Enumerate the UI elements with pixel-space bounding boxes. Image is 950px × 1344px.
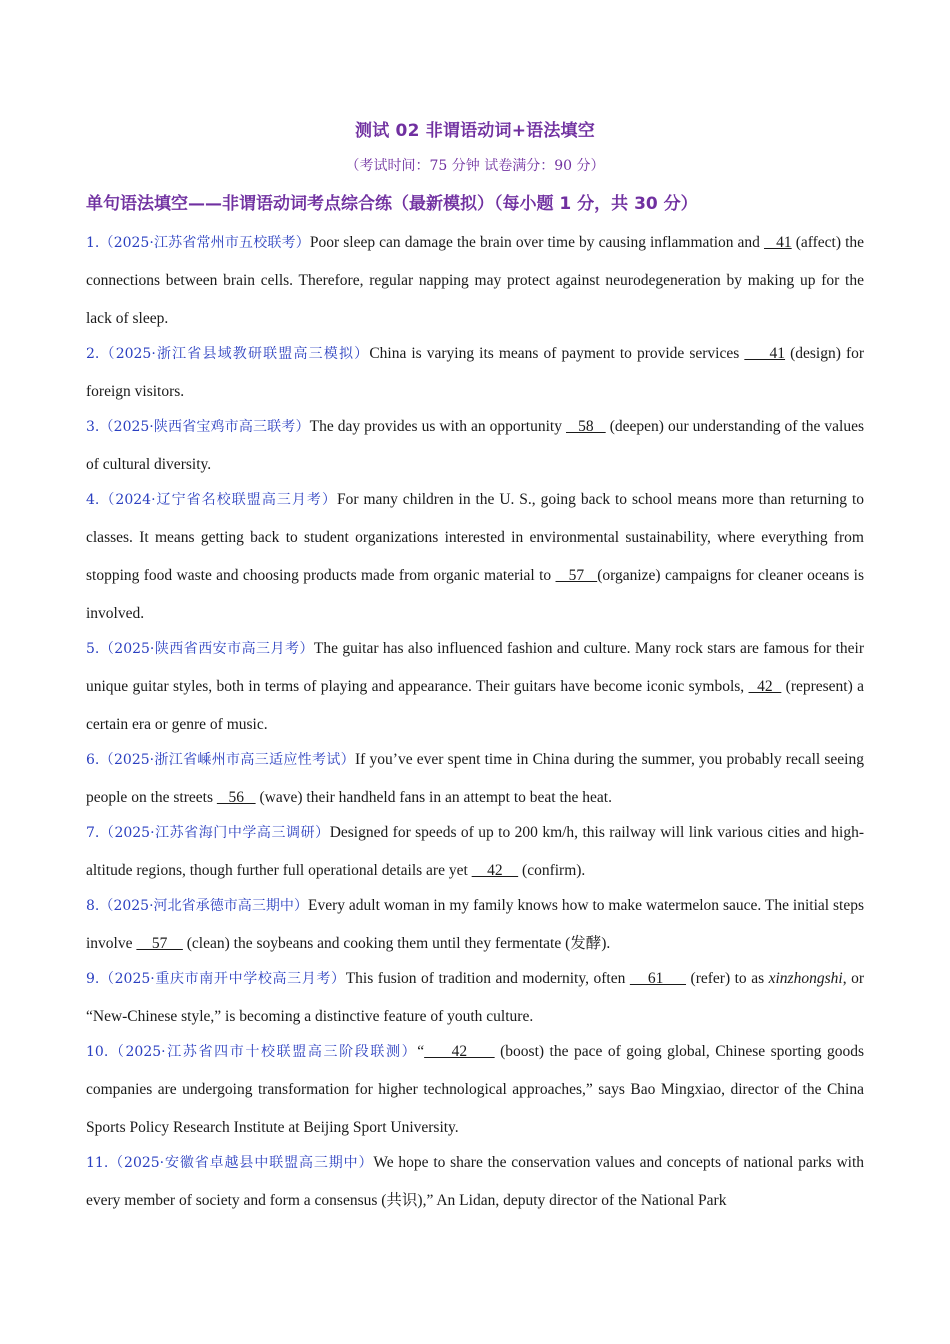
- question-item: [86, 481, 864, 633]
- question-item: [86, 408, 864, 484]
- italic-term: xinzhongshi: [768, 970, 843, 987]
- answer-blank: 57: [136, 935, 183, 952]
- question-item: [86, 335, 864, 411]
- question-source: 1.（2025·江苏省常州市五校联考）: [86, 235, 310, 251]
- answer-blank: 61: [629, 970, 687, 987]
- question-text: (boost) the pace of going global, Chinese sporting goods companies are undergoing transformation for higher technological approaches,” says Bao Mingxiao, director of the China Sports Policy Research Institute at Beijing Sport University.: [86, 1043, 864, 1136]
- question-item: [86, 224, 864, 338]
- question-text: , or “New-Chinese style,” is becoming a distinctive feature of youth culture.: [86, 970, 864, 1025]
- question-list: [86, 224, 864, 1217]
- question-source: 7.（2025·江苏省海门中学高三调研）: [86, 825, 330, 841]
- question-text: “: [417, 1043, 425, 1060]
- question-item: [86, 814, 864, 890]
- question-text: (clean) the soybeans and cooking them until they fermentate (发酵).: [182, 935, 611, 952]
- answer-blank: 58: [566, 418, 606, 435]
- question-source: 9.（2025·重庆市南开中学校高三月考）: [86, 971, 346, 987]
- question-source: 8.（2025·河北省承德市高三期中）: [86, 898, 308, 914]
- question-text: If you’ve ever spent time in China during the summer, you probably recall seeing people on the streets: [86, 751, 864, 806]
- question-text: (deepen) our understanding of the values of cultural diversity.: [86, 418, 865, 473]
- question-text: Designed for speeds of up to 200 km/h, this railway will link various cities and high- altitude regions, though further full operational details are yet: [86, 824, 864, 879]
- answer-blank: 42: [424, 1043, 495, 1060]
- answer-blank: 41: [744, 345, 786, 362]
- question-text: This fusion of tradition and modernity, often: [345, 970, 630, 987]
- question-text: Every adult woman in my family knows how to make watermelon sauce. The initial steps involve: [86, 897, 864, 952]
- exam-info: （考试时间：75 分钟 试卷满分：90 分）: [345, 158, 605, 174]
- section-heading: 单句语法填空——非谓语动词考点综合练（最新模拟）（每小题 1 分，共 30 分）: [86, 194, 698, 214]
- question-text: China is varying its means of payment to provide services: [369, 345, 745, 362]
- question-item: [86, 1144, 864, 1220]
- question-text: We hope to share the conservation values and concepts of national parks with every member of society and form a consensus (共识),” An Lidan, deputy director of the National Park: [86, 1154, 864, 1209]
- question-text: (wave) their handheld fans in an attempt to beat the heat.: [255, 789, 612, 806]
- question-source: 11.（2025·安徽省卓越县中联盟高三期中）: [86, 1155, 374, 1171]
- question-source: 3.（2025·陕西省宝鸡市高三联考）: [86, 419, 310, 435]
- question-text: The day provides us with an opportunity: [309, 418, 566, 435]
- question-item: [86, 741, 864, 817]
- question-source: 5.（2025·陕西省西安市高三月考）: [86, 641, 314, 657]
- question-text: For many children in the U. S., going back to school means more than returning to classes. It means getting back to student organizations interested in environmental sustainability, where everything from stopping food waste and choosing products made from organic material to: [86, 491, 864, 584]
- answer-blank: 56: [216, 789, 256, 806]
- question-text: Poor sleep can damage the brain over time by causing inflammation and: [309, 234, 764, 251]
- question-text: The guitar has also influenced fashion and culture. Many rock stars are famous for their unique guitar styles, both in terms of playing and appearance. Their guitars have become iconic symbols,: [86, 640, 865, 695]
- answer-blank: 42: [748, 678, 782, 695]
- question-text: (affect) the connections between brain cells. Therefore, regular napping may protect against neurodegeneration by making up for the lack of sleep.: [86, 234, 865, 327]
- question-source: 4.（2024·辽宁省名校联盟高三月考）: [86, 492, 338, 508]
- answer-blank: 57: [555, 567, 598, 584]
- question-source: 2.（2025·浙江省县域教研联盟高三模拟）: [86, 346, 370, 362]
- question-text: (organize) campaigns for cleaner oceans is involved.: [86, 567, 864, 622]
- question-source: 6.（2025·浙江省嵊州市高三适应性考试）: [86, 752, 356, 768]
- question-item: [86, 960, 864, 1036]
- question-text: (design) for foreign visitors.: [86, 345, 865, 400]
- question-item: [86, 887, 864, 963]
- question-source: 10.（2025·江苏省四市十校联盟高三阶段联测）: [86, 1044, 418, 1060]
- question-text: (refer) to as: [686, 970, 769, 987]
- answer-blank: 41: [764, 234, 792, 251]
- question-item: [86, 630, 864, 744]
- question-item: [86, 1033, 864, 1147]
- page-title: 测试 02 非谓语动词+语法填空: [355, 121, 595, 141]
- question-text: (confirm).: [518, 862, 586, 879]
- question-text: (represent) a certain era or genre of music.: [86, 678, 864, 733]
- answer-blank: 42: [471, 862, 519, 879]
